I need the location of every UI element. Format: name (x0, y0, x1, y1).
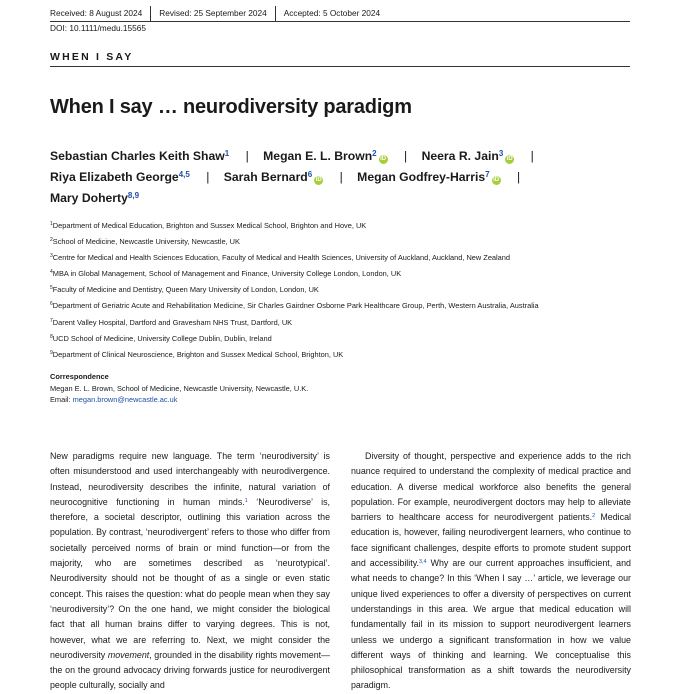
correspondence-label: Correspondence (50, 372, 109, 381)
affiliation-item: $^5$Faculty of Medicine and Dentistry, Queen Mary University of London, London, UK (50, 285, 319, 295)
email-link[interactable]: megan.brown@newcastle.ac.uk (72, 395, 178, 404)
reference-link[interactable]: 1 (244, 497, 248, 504)
author-separator: | (339, 170, 343, 184)
affiliation-item: $^7$Darent Valley Hospital, Dartford and Gravesham NHS Trust, Dartford, UK (50, 317, 293, 327)
author[interactable]: Mary Doherty$^{8,9}$ (50, 191, 140, 205)
affiliation-item: $^6$Department of Geriatric Acute and Rehabilitation Medicine, Sir Charles Gairdner Osborne Park Healthcare Group, Perth, Western Australia, Australia (50, 301, 539, 311)
doi[interactable]: DOI: 10.1111/medu.15565 (50, 23, 146, 33)
author[interactable]: Megan Godfrey-Harris$^7$iD (357, 170, 500, 184)
section-divider (50, 66, 630, 67)
author-separator: | (404, 149, 408, 163)
correspondence-address: Megan E. L. Brown, School of Medicine, Newcastle University, Newcastle, U.K. (50, 383, 309, 393)
author[interactable]: Megan E. L. Brown$^2$iD (263, 149, 387, 163)
article-title: When I say … neurodiversity paradigm (50, 96, 412, 118)
publication-dates (50, 6, 630, 22)
author[interactable]: Neera R. Jain$^3$iD (421, 149, 513, 163)
author-list (50, 146, 640, 209)
author[interactable]: Riya Elizabeth George$^{4,5}$ (50, 170, 190, 184)
affiliation-item: $^3$Centre for Medical and Health Sciences Education, Faculty of Medical and Health Sciences, University of Auckland, Auckland, New Zealand (50, 253, 511, 263)
section-label: WHEN I SAY (50, 51, 134, 63)
author[interactable]: Sarah Bernard$^6$iD (223, 170, 322, 184)
body-paragraph: Diversity of thought, perspective and experience adds to the rich nuance required to understand the complexity of medical practice and education. A diverse medical workforce also benefits the general population. For example, neurodivergent doctors may help to alleviate barriers to healthcare access for neurodivergent patients.$^2$ Medical education is, however, failing neurodivergent learners, who continue to face significant challenges, despite efforts to promote student support and accessibility.$^{3,4}$ Why are our current approaches insufficient, and what needs to change? In this ‘When I say …’ article, we leverage our unique lived experiences to offer a diversity of perspectives on current understandings in this area. We argue that medical education will fundamentally fail in its mission to support neurodivergent learners unless we undergo a significant transformation in how we value different ways of thinking and learning. We conceptualise this philosophical transformation as a shift towards the neurodiversity paradigm. (351, 451, 631, 691)
author-separator: | (206, 170, 210, 184)
body-column-right (351, 449, 631, 694)
orcid-icon[interactable]: iD (506, 156, 513, 162)
body-column-left (50, 449, 330, 694)
affiliation-item: $^4$MBA in Global Management, School of Management and Finance, University College London, London, UK (50, 269, 402, 279)
affiliation-item: $^8$UCD School of Medicine, University College Dublin, Dublin, Ireland (50, 333, 272, 343)
accepted-date: Accepted: 5 October 2024 (275, 6, 388, 21)
author-separator: | (245, 149, 249, 163)
affiliation-item: $^2$School of Medicine, Newcastle University, Newcastle, UK (50, 237, 240, 247)
correspondence-email-line: Email: megan.brown@newcastle.ac.uk (50, 395, 178, 404)
orcid-icon[interactable]: iD (493, 177, 500, 183)
author[interactable]: Sebastian Charles Keith Shaw$^1$ (50, 149, 230, 163)
revised-date: Revised: 25 September 2024 (150, 6, 274, 21)
affiliation-item: $^1$Department of Medical Education, Brighton and Sussex Medical School, Brighton and Hove, UK (50, 221, 367, 230)
reference-link[interactable]: 3,4 (418, 559, 427, 566)
body-paragraph: New paradigms require new language. The term ‘neurodiversity’ is often misunderstood and used interchangeably with neurodivergence. Instead, neurodiversity describes the infinite, natural variation of neurocognitive functioning in human minds.$^1$ ‘Neurodiverse’ is, therefore, a societal descriptor, outlining this variation across the population. By contrast, ‘neurodivergent’ refers to those who differ from societally perceived norms of brain or mind function—or from the majority, who are sometimes described as ‘neurotypical’. Neurodiversity should not be thought of as a single or even static concept. This raises the question: what do people mean when they say ‘neurodiversity’? On the one hand, we might consider the biological fact that all human brains differ to varying degrees. This is not, however, what we are referring to. Next, we might consider the neurodiversity movement, grounded in the disability rights movement—the on the ground advocacy driving forwards justice for neurodivergent people culturally, socially and (50, 451, 331, 691)
orcid-icon[interactable]: iD (315, 177, 322, 183)
affiliation-item: $^9$Department of Clinical Neuroscience, Brighton and Sussex Medical School, Brighton, UK (50, 349, 344, 359)
received-date: Received: 8 August 2024 (50, 8, 143, 18)
orcid-icon[interactable]: iD (380, 156, 387, 162)
affiliations (50, 218, 630, 363)
reference-link[interactable]: 2 (592, 513, 596, 520)
correspondence (50, 371, 308, 406)
author-separator: | (517, 170, 521, 184)
author-separator: | (530, 149, 534, 163)
